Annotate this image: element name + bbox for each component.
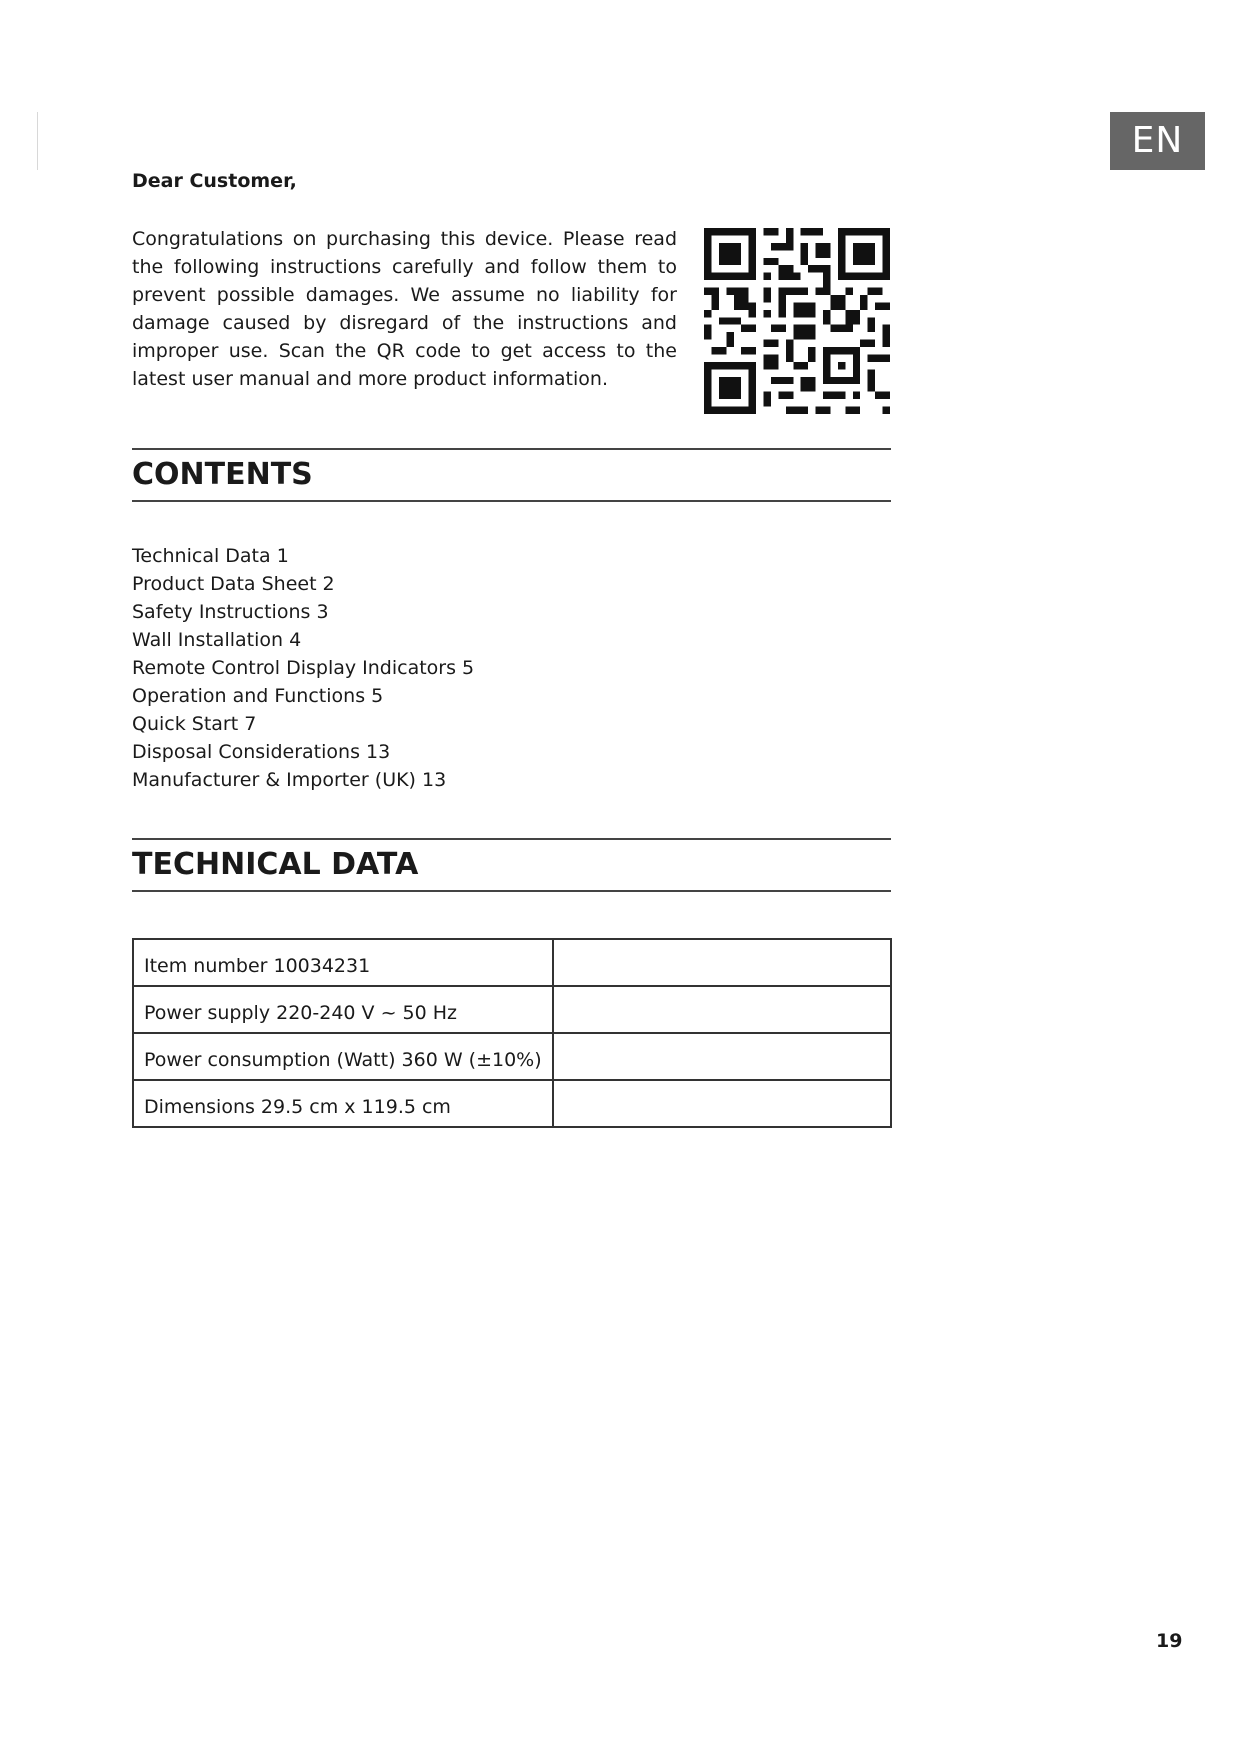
contents-item: Manufacturer & Importer (UK) 13 <box>132 769 447 791</box>
contents-item: Operation and Functions 5 <box>132 685 384 707</box>
table-cell-label: Power consumption (Watt) 360 W (±10%) <box>133 1033 553 1080</box>
table-cell-value <box>553 1033 891 1080</box>
contents-bottom-rule <box>132 500 891 502</box>
technical-data-table <box>132 938 892 1128</box>
language-tab: EN <box>1110 112 1205 170</box>
table-cell-label: Item number 10034231 <box>133 939 553 986</box>
table-cell-value <box>553 939 891 986</box>
technical-data-bottom-rule <box>132 890 891 892</box>
table-row <box>133 1080 891 1127</box>
technical-data-heading: TECHNICAL DATA <box>132 847 419 882</box>
table-cell-value <box>553 986 891 1033</box>
contents-item: Remote Control Display Indicators 5 <box>132 657 475 679</box>
contents-item: Technical Data 1 <box>132 545 289 567</box>
contents-item: Product Data Sheet 2 <box>132 573 335 595</box>
contents-item: Wall Installation 4 <box>132 629 302 651</box>
contents-item: Disposal Considerations 13 <box>132 741 391 763</box>
table-row <box>133 939 891 986</box>
table-cell-value <box>553 1080 891 1127</box>
table-cell-label: Power supply 220-240 V ~ 50 Hz <box>133 986 553 1033</box>
contents-heading: CONTENTS <box>132 457 313 492</box>
intro-paragraph: Congratulations on purchasing this device. Please read the following instructions carefully and follow them to prevent possible damages. We assume no liability for damage caused by disregard of the instructions and improper use. Scan the QR code to get access to the latest user manual and more product information. <box>132 228 677 390</box>
qr-code-icon[interactable] <box>704 228 890 414</box>
technical-data-section <box>132 838 891 892</box>
contents-list <box>132 542 474 794</box>
table-row <box>133 1033 891 1080</box>
table-cell-label: Dimensions 29.5 cm x 119.5 cm <box>133 1080 553 1127</box>
page-number: 19 <box>1156 1630 1183 1652</box>
page-edge-line <box>37 112 38 170</box>
contents-item: Safety Instructions 3 <box>132 601 329 623</box>
greeting: Dear Customer, <box>132 170 297 192</box>
contents-section <box>132 448 891 502</box>
table-row <box>133 986 891 1033</box>
contents-item: Quick Start 7 <box>132 713 257 735</box>
